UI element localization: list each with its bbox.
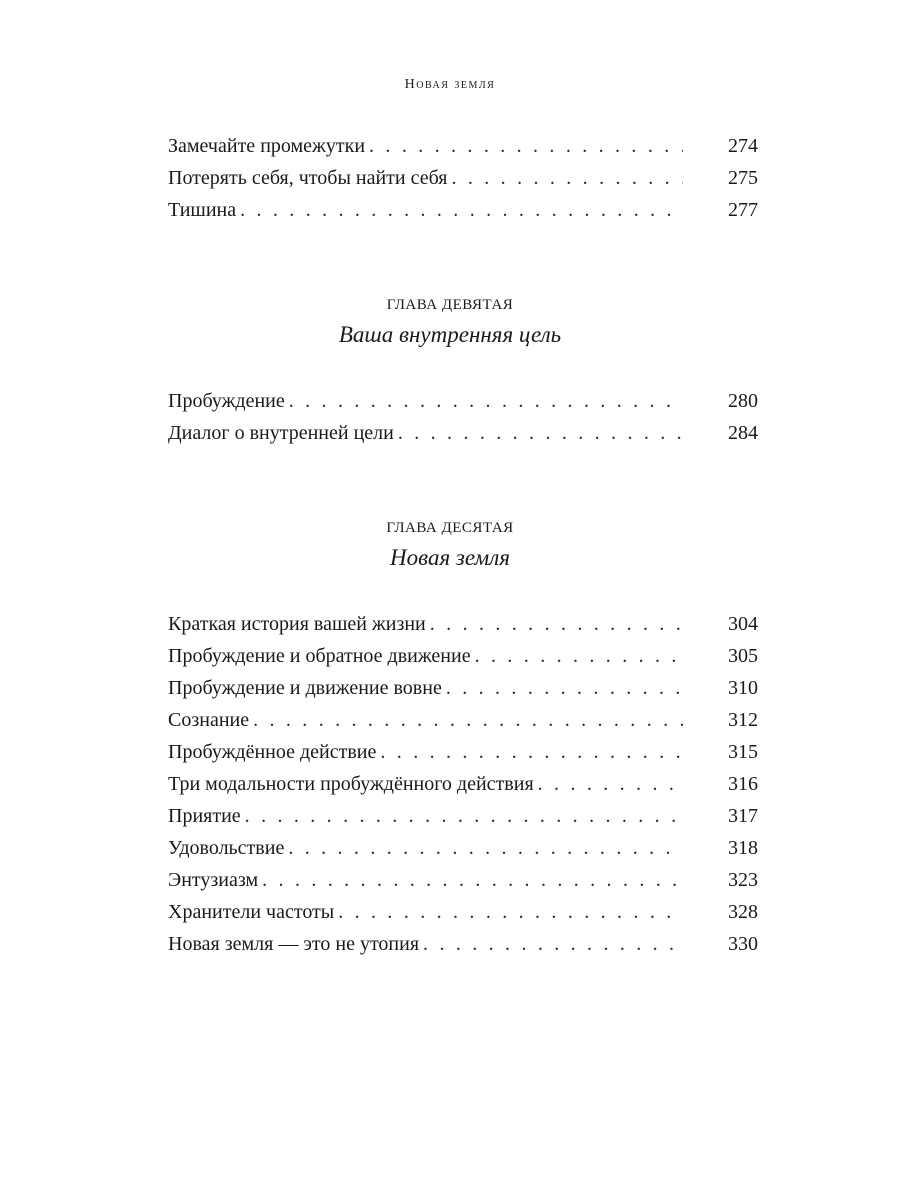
toc-entry-page: 277 — [728, 199, 758, 221]
dot-leader — [538, 768, 683, 800]
dot-leader — [475, 640, 683, 672]
toc-entry-page: 304 — [728, 613, 758, 635]
toc-entry[interactable] — [168, 194, 758, 226]
toc-entry[interactable] — [168, 736, 758, 768]
toc-entry-title: Пробуждение и обратное движение — [168, 645, 471, 667]
toc-entry-title: Потерять себя, чтобы найти себя — [168, 167, 448, 189]
toc-entry-page: 274 — [728, 135, 758, 157]
chapter9-label: ГЛАВА ДЕВЯТАЯ — [386, 297, 514, 313]
dot-leader — [262, 864, 683, 896]
toc-entry-page: 280 — [728, 390, 758, 412]
toc-entry[interactable] — [168, 640, 758, 672]
dot-leader — [253, 704, 683, 736]
dot-leader — [240, 194, 683, 226]
toc-block-chapter9 — [168, 385, 758, 449]
toc-entry[interactable] — [168, 800, 758, 832]
toc-entry[interactable] — [168, 704, 758, 736]
toc-entry[interactable] — [168, 608, 758, 640]
toc-entry-title: Краткая история вашей жизни — [168, 613, 426, 635]
chapter10-label: ГЛАВА ДЕСЯТАЯ — [386, 520, 514, 536]
toc-entry[interactable] — [168, 385, 758, 417]
toc-entry[interactable] — [168, 768, 758, 800]
toc-entry-page: 330 — [728, 933, 758, 955]
toc-entry-title: Сознание — [168, 709, 250, 731]
toc-entry-page: 323 — [728, 869, 758, 891]
toc-entry-title: Хранители частоты — [168, 901, 335, 923]
toc-entry[interactable] — [168, 928, 758, 960]
toc-entry-page: 284 — [728, 422, 758, 444]
toc-entry-title: Тишина — [168, 199, 237, 221]
dot-leader — [398, 417, 683, 449]
toc-entry-page: 328 — [728, 901, 758, 923]
chapter9-title: Ваша внутренняя цель — [338, 322, 562, 347]
toc-entry-page: 316 — [728, 773, 758, 795]
dot-leader — [451, 162, 683, 194]
toc-entry-title: Пробуждение — [168, 390, 285, 412]
toc-entry-title: Диалог о внутренней цели — [168, 422, 394, 444]
chapter10-title: Новая земля — [390, 545, 510, 570]
toc-block-chapter10 — [168, 608, 758, 960]
dot-leader — [380, 736, 683, 768]
dot-leader — [446, 672, 683, 704]
toc-entry-page: 318 — [728, 837, 758, 859]
toc-entry-title: Пробуждение и движение вовне — [168, 677, 442, 699]
toc-entry[interactable] — [168, 130, 758, 162]
dot-leader — [338, 896, 683, 928]
toc-entry[interactable] — [168, 896, 758, 928]
toc-entry-page: 310 — [728, 677, 758, 699]
toc-entry-title: Замечайте промежутки — [168, 135, 366, 157]
dot-leader — [289, 385, 683, 417]
dot-leader — [423, 928, 683, 960]
toc-entry-title: Пробуждённое действие — [168, 741, 377, 763]
running-head: Новая земля — [404, 77, 496, 92]
toc-entry-page: 275 — [728, 167, 758, 189]
dot-leader — [369, 130, 683, 162]
toc-entry-title: Три модальности пробуждённого действия — [168, 773, 534, 795]
toc-entry[interactable] — [168, 162, 758, 194]
dot-leader — [430, 608, 683, 640]
toc-entry-page: 315 — [728, 741, 758, 763]
toc-entry-title: Удовольствие — [168, 837, 285, 859]
dot-leader — [288, 832, 683, 864]
toc-entry-title: Новая земля — это не утопия — [168, 933, 420, 955]
toc-entry-page: 312 — [728, 709, 758, 731]
toc-entry-title: Энтузиазм — [168, 869, 259, 891]
toc-entry-page: 305 — [728, 645, 758, 667]
toc-entry[interactable] — [168, 864, 758, 896]
dot-leader — [245, 800, 683, 832]
toc-entry[interactable] — [168, 832, 758, 864]
toc-entry-page: 317 — [728, 805, 758, 827]
toc-entry[interactable] — [168, 417, 758, 449]
toc-entry-title: Приятие — [168, 805, 241, 827]
toc-block-top — [168, 130, 758, 226]
toc-entry[interactable] — [168, 672, 758, 704]
